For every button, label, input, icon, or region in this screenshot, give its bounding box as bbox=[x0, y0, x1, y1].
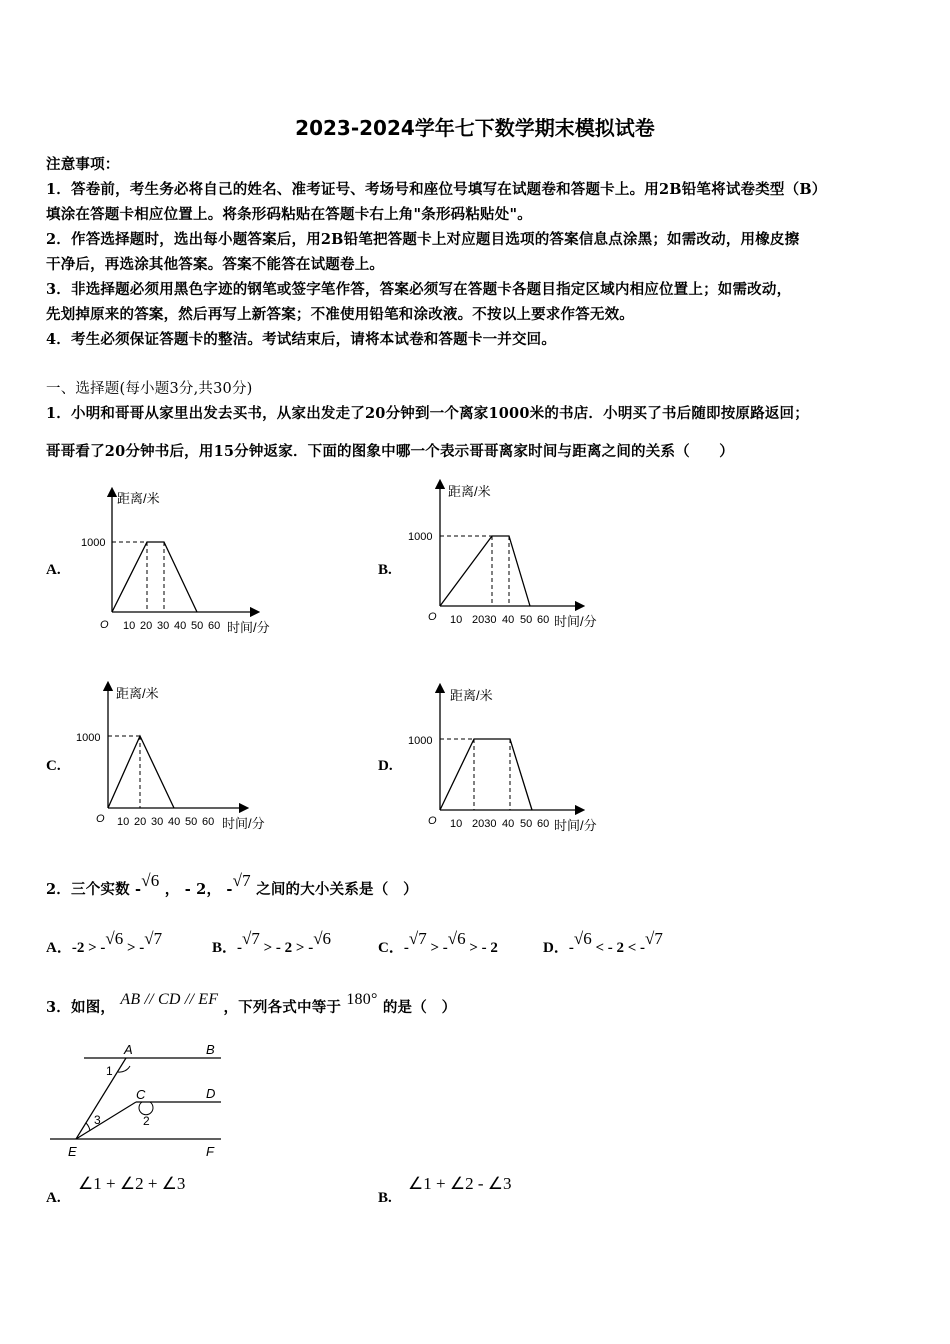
notice-line: 1．答卷前，考生务必将自己的姓名、准考证号、考场号和座位号填写在试题卷和答题卡上。用2B铅笔将试卷类型（B） bbox=[46, 181, 827, 198]
angle-2-arc bbox=[139, 1102, 153, 1115]
sqrt-7: √7 bbox=[232, 871, 251, 890]
option-c-label[interactable]: C. bbox=[46, 758, 61, 774]
option-b-label[interactable]: B. bbox=[378, 562, 392, 578]
graph-d bbox=[408, 682, 620, 842]
x-tick: 60 bbox=[202, 816, 215, 828]
x-tick: 2030 bbox=[472, 818, 497, 830]
x-tick: 10 bbox=[450, 614, 463, 626]
graph-b bbox=[408, 478, 620, 638]
x-tick: 40 bbox=[168, 816, 181, 828]
origin-label: O bbox=[428, 815, 437, 827]
q3-option-b-label[interactable]: B. bbox=[378, 1190, 392, 1206]
point-b: B bbox=[206, 1042, 215, 1057]
q2-suffix: 之间的大小关系是（ ） bbox=[256, 881, 418, 898]
x-tick: 2030 bbox=[472, 614, 497, 626]
y-axis-label: 距离/米 bbox=[117, 491, 160, 506]
origin-label: O bbox=[428, 611, 437, 623]
x-axis-label: 时间/分 bbox=[222, 816, 265, 831]
q3-value: 180° bbox=[346, 991, 378, 1008]
sqrt-6: √6 bbox=[141, 871, 160, 890]
point-d: D bbox=[206, 1086, 216, 1101]
q3-prefix: 3．如图， bbox=[46, 999, 116, 1016]
q3-option-a-label[interactable]: A. bbox=[46, 1190, 61, 1206]
q3-middle: ，下列各式中等于 bbox=[223, 999, 342, 1016]
graph-a bbox=[81, 482, 295, 642]
angle-3-arc bbox=[86, 1123, 90, 1131]
q2-prefix: 2．三个实数 bbox=[46, 881, 130, 898]
question-1-line-1: 1．小明和哥哥从家里出发去买书，从家出发走了20分钟到一个离家1000米的书店．小明买了书后随即按原路返回； bbox=[46, 405, 809, 422]
page-title: 2023-2024学年七下数学期末模拟试卷 bbox=[295, 116, 655, 140]
q2-option-b[interactable]: B．-√7 > - 2 > -√6 bbox=[212, 929, 332, 956]
x-tick: 60 bbox=[208, 620, 221, 632]
q2-option-d[interactable]: D．-√6 < - 2 < -√7 bbox=[543, 929, 663, 956]
y-tick: 1000 bbox=[81, 537, 106, 549]
x-tick: 30 bbox=[157, 620, 170, 632]
y-axis-label: 距离/米 bbox=[116, 686, 159, 701]
x-tick: 50 bbox=[185, 816, 198, 828]
point-c: C bbox=[136, 1087, 146, 1102]
x-tick: 20 bbox=[140, 620, 153, 632]
angle-2-label: 2 bbox=[143, 1114, 150, 1128]
notice-line: 4．考生必须保证答题卡的整洁。考试结束后，请将本试卷和答题卡一并交回。 bbox=[46, 331, 557, 348]
notice-line: 2．作答选择题时，选出每小题答案后，用2B铅笔把答题卡上对应题目选项的答案信息点涂黑；如需改动，用橡皮擦 bbox=[46, 231, 800, 248]
question-3 bbox=[46, 991, 457, 1017]
x-axis-label: 时间/分 bbox=[227, 620, 270, 635]
origin-label: O bbox=[96, 813, 105, 825]
q3-suffix: 的是（ ） bbox=[382, 999, 457, 1016]
question-2: 2．三个实数 -√6 ， - 2， -√7 之间的大小关系是（ ） bbox=[46, 871, 418, 898]
y-tick: 1000 bbox=[76, 732, 101, 744]
notice-line: 填涂在答题卡相应位置上。将条形码粘贴在答题卡右上角"条形码粘贴处"。 bbox=[46, 206, 532, 223]
x-tick: 40 bbox=[502, 818, 515, 830]
q3-option-a-expr: ∠1 + ∠2 + ∠3 bbox=[78, 1174, 186, 1193]
x-tick: 10 bbox=[450, 818, 463, 830]
q3-option-b-expr: ∠1 + ∠2 - ∠3 bbox=[408, 1174, 512, 1193]
point-e: E bbox=[68, 1144, 77, 1159]
x-tick: 50 bbox=[520, 614, 533, 626]
segment-ae bbox=[76, 1058, 126, 1139]
parallel-lines-figure bbox=[46, 1038, 236, 1163]
y-tick: 1000 bbox=[408, 531, 433, 543]
x-axis-label: 时间/分 bbox=[554, 818, 597, 833]
option-a-label[interactable]: A. bbox=[46, 562, 61, 578]
x-tick: 20 bbox=[134, 816, 147, 828]
q2-option-a[interactable]: A．-2 > -√6 > -√7 bbox=[46, 929, 163, 956]
notice-line: 3．非选择题必须用黑色字迹的钢笔或签字笔作答，答案必须写在答题卡各题目指定区域内相应位置上；如需改动， bbox=[46, 281, 792, 298]
x-axis-label: 时间/分 bbox=[554, 614, 597, 629]
section-heading: 一、选择题(每小题3分,共30分) bbox=[46, 381, 253, 397]
question-1-line-2: 哥哥看了20分钟书后，用15分钟返家．下面的图象中哪一个表示哥哥离家时间与距离之间的关系（ ） bbox=[46, 443, 734, 460]
x-tick: 60 bbox=[537, 818, 550, 830]
notice-heading: 注意事项： bbox=[46, 156, 120, 173]
x-tick: 40 bbox=[174, 620, 187, 632]
q2-sep: ， bbox=[164, 881, 180, 898]
segment-ce bbox=[76, 1102, 136, 1139]
x-tick: 50 bbox=[520, 818, 533, 830]
x-tick: 50 bbox=[191, 620, 204, 632]
notice-line: 先划掉原来的答案，然后再写上新答案；不准使用铅笔和涂改液。不按以上要求作答无效。 bbox=[46, 306, 634, 323]
x-tick: 10 bbox=[117, 816, 130, 828]
angle-3-label: 3 bbox=[94, 1113, 101, 1127]
graph-c bbox=[76, 680, 292, 840]
x-tick: 30 bbox=[151, 816, 164, 828]
y-tick: 1000 bbox=[408, 735, 433, 747]
option-d-label[interactable]: D. bbox=[378, 758, 393, 774]
y-axis-label: 距离/米 bbox=[448, 484, 491, 499]
y-axis-label: 距离/米 bbox=[450, 688, 493, 703]
x-tick: 40 bbox=[502, 614, 515, 626]
q2-option-c[interactable]: C．-√7 > -√6 > - 2 bbox=[378, 929, 498, 956]
graph-line bbox=[112, 542, 197, 612]
x-tick: 10 bbox=[123, 620, 136, 632]
graph-line bbox=[440, 536, 530, 606]
point-f: F bbox=[206, 1144, 214, 1159]
notice-line: 干净后，再选涂其他答案。答案不能答在试题卷上。 bbox=[46, 256, 385, 273]
origin-label: O bbox=[100, 619, 109, 631]
q2-neg2: - 2， bbox=[184, 881, 222, 898]
graph-line bbox=[440, 739, 532, 810]
graph-line bbox=[108, 736, 174, 808]
q3-condition: AB // CD // EF bbox=[120, 991, 219, 1008]
point-a: A bbox=[124, 1042, 133, 1057]
x-tick: 60 bbox=[537, 614, 550, 626]
angle-1-label: 1 bbox=[106, 1064, 113, 1078]
